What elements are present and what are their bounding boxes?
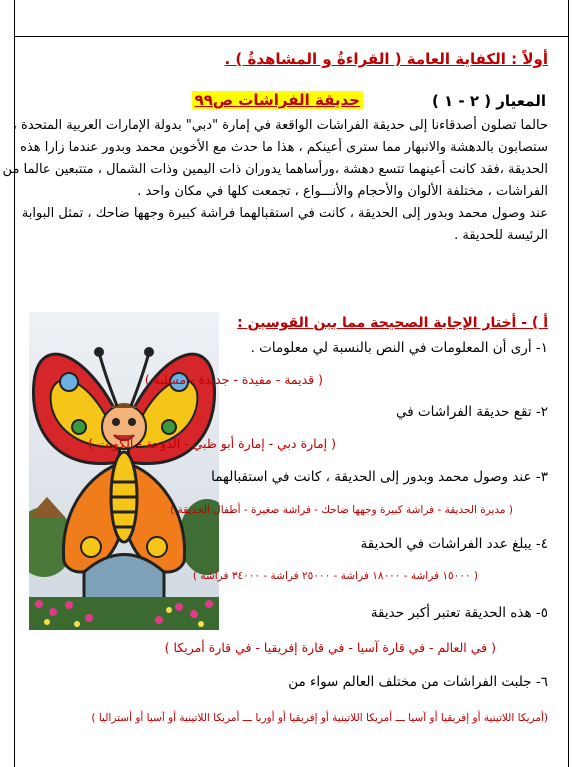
butterfly-illustration: [29, 312, 219, 630]
lesson-title: حديقة الفراشات ص٩٩: [192, 91, 363, 109]
question-3-options: ( مديرة الحديقة - فراشة كبيرة وجهها ضاحك - فراشة صغيرة - أطفال الحديقة ): [170, 504, 513, 516]
paragraph-line: الحديقة ،فقد كانت أعينهما تتسع دهشة ،ورأساهما يدوران ذات اليمين وذات الشمال ، متتبعين عالما من: [2, 162, 548, 177]
paragraph-line: حالما تصلون أصدقاءنا إلى حديقة الفراشات الواقعة في إمارة "دبي" بدولة الإمارات العربية المتحدة ،: [12, 118, 548, 133]
question-2-options: ( إمارة دبي - إمارة أبو ظبي - الدوحة - الكويت ): [88, 436, 336, 451]
section-heading: أولاً : الكفاية العامة ( القراءةُ و المشاهدةُ ) .: [224, 50, 548, 68]
top-rule: [15, 36, 568, 37]
question-1: ١- أرى أن المعلومات في النص بالنسبة لي معلومات .: [250, 340, 548, 356]
question-4: ٤- يبلغ عدد الفراشات في الحديقة: [360, 536, 548, 552]
worksheet-page: [2, 0, 569, 767]
question-6: ٦- جلبت الفراشات من مختلف العالم سواء من: [288, 674, 548, 690]
question-4-options: ( ١٥٠٠٠ فراشة - ١٨٠٠٠ فراشة - ٢٥٠٠٠ فراشة - ٣٤٠٠٠ فراشة ): [192, 570, 478, 582]
butterfly-gate-photo: [29, 312, 219, 630]
question-5: ٥- هذه الحديقة تعتبر أكبر حديقة: [370, 605, 548, 621]
question-6-options: (أمريكا اللاتينية أو إفريقيا أو آسيا ـــ أمريكا اللاتينية أو إفريقيا أو أوربا ـــ أمريكا اللاتينية أو آسيا أو أستراليا ): [91, 712, 548, 724]
question-3: ٣- عند وصول محمد وبدور إلى الحديقة ، كانت في استقبالهما: [211, 469, 548, 485]
paragraph-line: عند وصول محمد وبدور إلى الحديقة ، كانت في استقبالهما فراشة كبيرة وجهها ضاحك ، تمثل البوابة: [21, 206, 548, 221]
section-a-instruction: أ ) - أختار الإجابة الصحيحة مما بين القوسين :: [237, 315, 548, 331]
paragraph-line: الرئيسة للحديقة .: [454, 228, 548, 243]
paragraph-line: الفراشات ، مختلفة الألوان والأحجام والأنـــواع ، تجمعت كلها في مكان واحد .: [137, 184, 548, 199]
question-1-options: ( قديمة - مفيدة - جديدة - مسلية ): [144, 372, 323, 387]
paragraph-line: ستصابون بالدهشة والانبهار مما سترى أعينكم ، هذا ما حدث مع الأخوين محمد وبدور عندما زارا هذه: [20, 140, 548, 155]
standard-label: المعيار ( ٢ - ١ ): [431, 92, 546, 110]
question-2: ٢- تقع حديقة الفراشات في: [395, 404, 548, 420]
question-5-options: ( في العالم - في قارة آسيا - في قارة إفريقيا - في قارة أمريكا ): [164, 640, 496, 655]
